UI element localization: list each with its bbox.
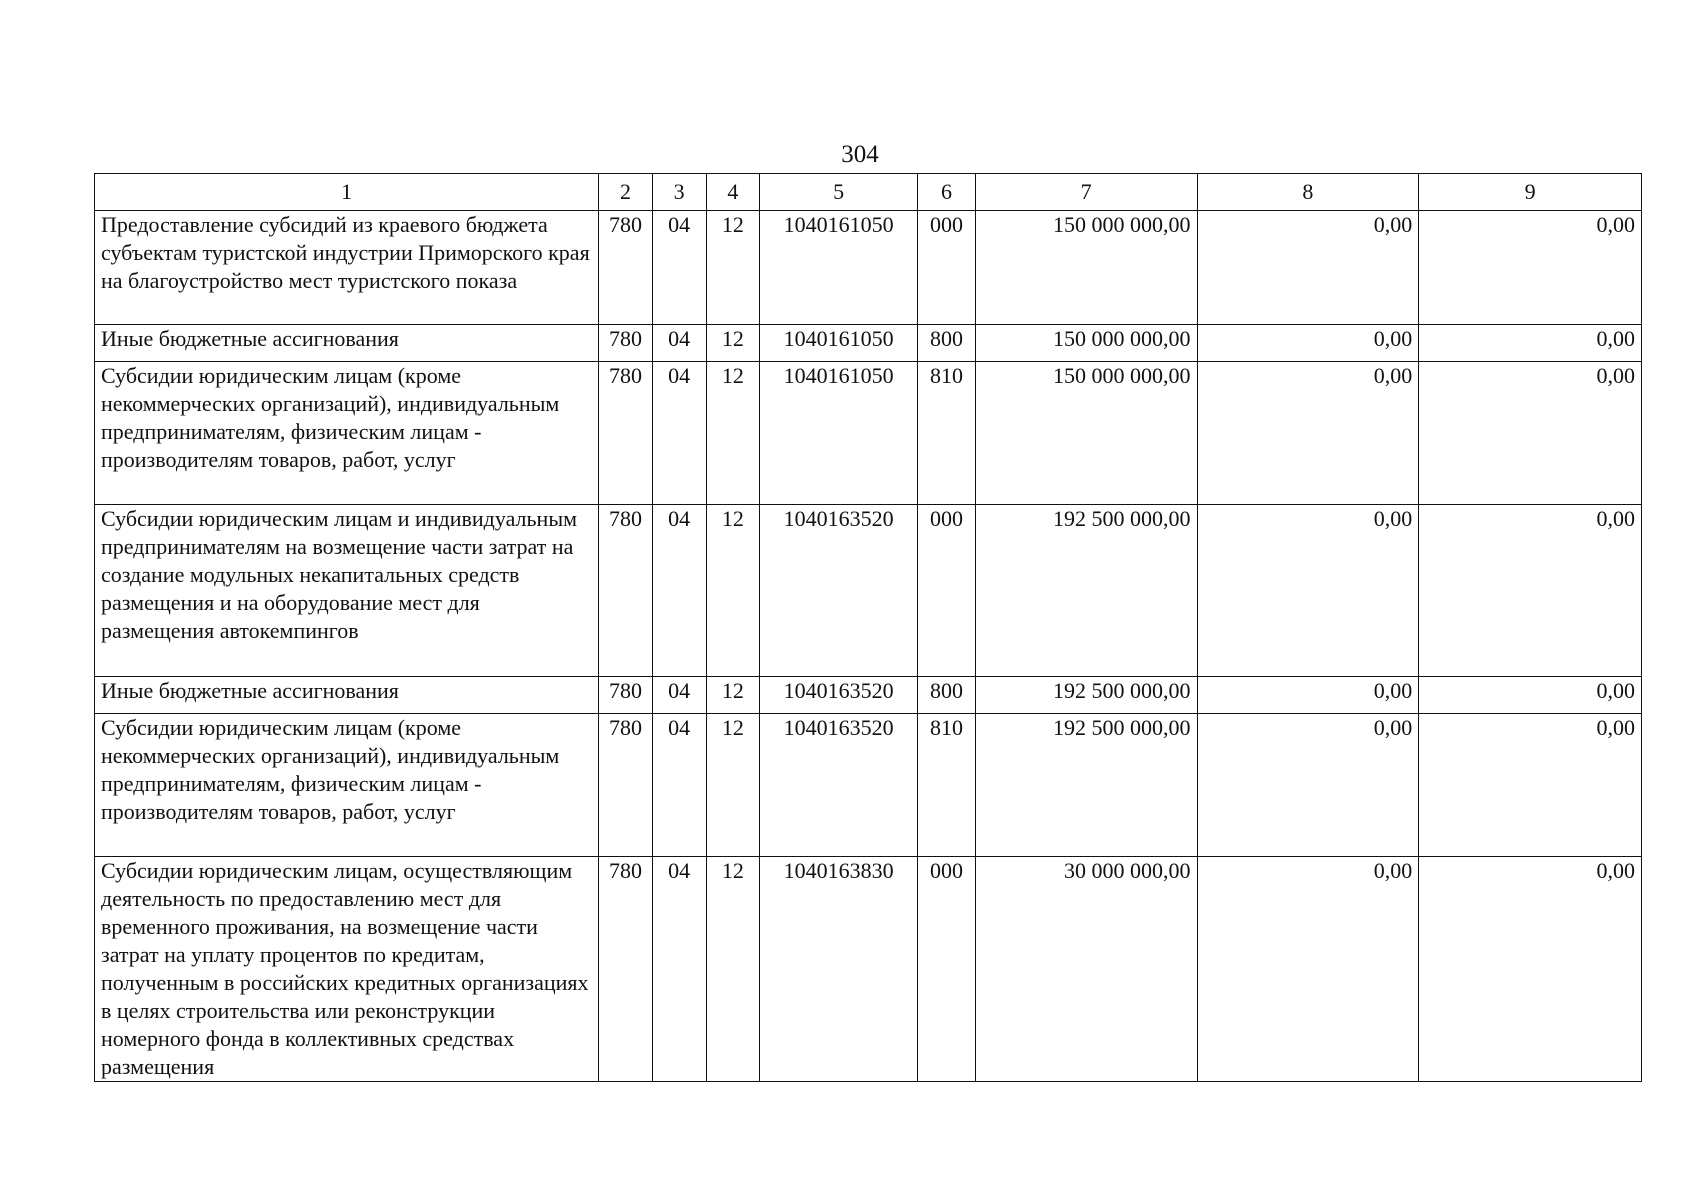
row-code-6: 000	[918, 211, 976, 325]
row-code-4: 12	[706, 362, 760, 505]
row-amount-9: 0,00	[1419, 714, 1642, 857]
header-cell: 8	[1197, 174, 1419, 211]
row-code-3: 04	[652, 857, 706, 1082]
table-row	[95, 211, 1642, 325]
row-code-5: 1040163830	[760, 857, 918, 1082]
row-code-5: 1040163520	[760, 677, 918, 714]
row-code-2: 780	[599, 714, 653, 857]
row-code-3: 04	[652, 325, 706, 362]
row-code-3: 04	[652, 677, 706, 714]
row-name: Субсидии юридическим лицам и индивидуальным предпринимателям на возмещение части затрат на создание модульных некапитальных средств размещения и на оборудование мест для размещения автокемпингов	[95, 505, 599, 677]
row-amount-9: 0,00	[1419, 677, 1642, 714]
row-code-6: 000	[918, 857, 976, 1082]
header-row	[95, 174, 1642, 211]
row-amount-9: 0,00	[1419, 362, 1642, 505]
row-code-4: 12	[706, 325, 760, 362]
header-cell: 7	[975, 174, 1197, 211]
row-amount-7: 30 000 000,00	[975, 857, 1197, 1082]
row-code-2: 780	[599, 505, 653, 677]
row-code-5: 1040161050	[760, 362, 918, 505]
row-code-3: 04	[652, 714, 706, 857]
row-code-4: 12	[706, 505, 760, 677]
row-code-5: 1040161050	[760, 325, 918, 362]
row-code-4: 12	[706, 857, 760, 1082]
row-name: Иные бюджетные ассигнования	[95, 325, 599, 362]
row-amount-7: 192 500 000,00	[975, 714, 1197, 857]
row-amount-9: 0,00	[1419, 505, 1642, 677]
header-cell: 9	[1419, 174, 1642, 211]
row-name: Иные бюджетные ассигнования	[95, 677, 599, 714]
row-amount-9: 0,00	[1419, 857, 1642, 1082]
header-cell: 3	[652, 174, 706, 211]
row-amount-8: 0,00	[1197, 714, 1419, 857]
row-code-5: 1040161050	[760, 211, 918, 325]
table-row	[95, 714, 1642, 857]
row-amount-7: 192 500 000,00	[975, 505, 1197, 677]
row-code-5: 1040163520	[760, 505, 918, 677]
row-code-3: 04	[652, 505, 706, 677]
row-code-2: 780	[599, 362, 653, 505]
row-code-4: 12	[706, 211, 760, 325]
table-row	[95, 325, 1642, 362]
row-code-5: 1040163520	[760, 714, 918, 857]
row-code-4: 12	[706, 677, 760, 714]
row-amount-8: 0,00	[1197, 211, 1419, 325]
row-amount-8: 0,00	[1197, 325, 1419, 362]
row-code-2: 780	[599, 325, 653, 362]
row-amount-7: 150 000 000,00	[975, 325, 1197, 362]
row-code-6: 800	[918, 325, 976, 362]
row-code-2: 780	[599, 857, 653, 1082]
row-code-6: 810	[918, 714, 976, 857]
header-cell: 6	[918, 174, 976, 211]
header-cell: 5	[760, 174, 918, 211]
row-code-2: 780	[599, 677, 653, 714]
table-row	[95, 362, 1642, 505]
row-amount-9: 0,00	[1419, 211, 1642, 325]
row-code-6: 000	[918, 505, 976, 677]
row-amount-8: 0,00	[1197, 677, 1419, 714]
row-amount-9: 0,00	[1419, 325, 1642, 362]
row-code-4: 12	[706, 714, 760, 857]
table-row	[95, 677, 1642, 714]
row-amount-8: 0,00	[1197, 857, 1419, 1082]
row-name: Субсидии юридическим лицам, осуществляющим деятельность по предоставлению мест для временного проживания, на возмещение части затрат на уплату процентов по кредитам, полученным в российских кредитных организациях в целях строительства или реконструкции номерного фонда в коллективных средствах размещения	[95, 857, 599, 1082]
row-name: Предоставление субсидий из краевого бюджета субъектам туристской индустрии Приморского края на благоустройство мест туристского показа	[95, 211, 599, 325]
table-row	[95, 857, 1642, 1082]
header-cell: 4	[706, 174, 760, 211]
budget-table	[94, 173, 1642, 1082]
row-code-3: 04	[652, 211, 706, 325]
row-amount-7: 150 000 000,00	[975, 211, 1197, 325]
row-code-3: 04	[652, 362, 706, 505]
row-code-6: 810	[918, 362, 976, 505]
row-amount-7: 150 000 000,00	[975, 362, 1197, 505]
table-row	[95, 505, 1642, 677]
row-code-6: 800	[918, 677, 976, 714]
row-amount-8: 0,00	[1197, 362, 1419, 505]
header-cell: 1	[95, 174, 599, 211]
row-name: Субсидии юридическим лицам (кроме некоммерческих организаций), индивидуальным предпринимателям, физическим лицам - производителям товаров, работ, услуг	[95, 714, 599, 857]
row-amount-7: 192 500 000,00	[975, 677, 1197, 714]
row-amount-8: 0,00	[1197, 505, 1419, 677]
row-name: Субсидии юридическим лицам (кроме некоммерческих организаций), индивидуальным предпринимателям, физическим лицам - производителям товаров, работ, услуг	[95, 362, 599, 505]
header-cell: 2	[599, 174, 653, 211]
page-number: 304	[841, 141, 879, 168]
row-code-2: 780	[599, 211, 653, 325]
